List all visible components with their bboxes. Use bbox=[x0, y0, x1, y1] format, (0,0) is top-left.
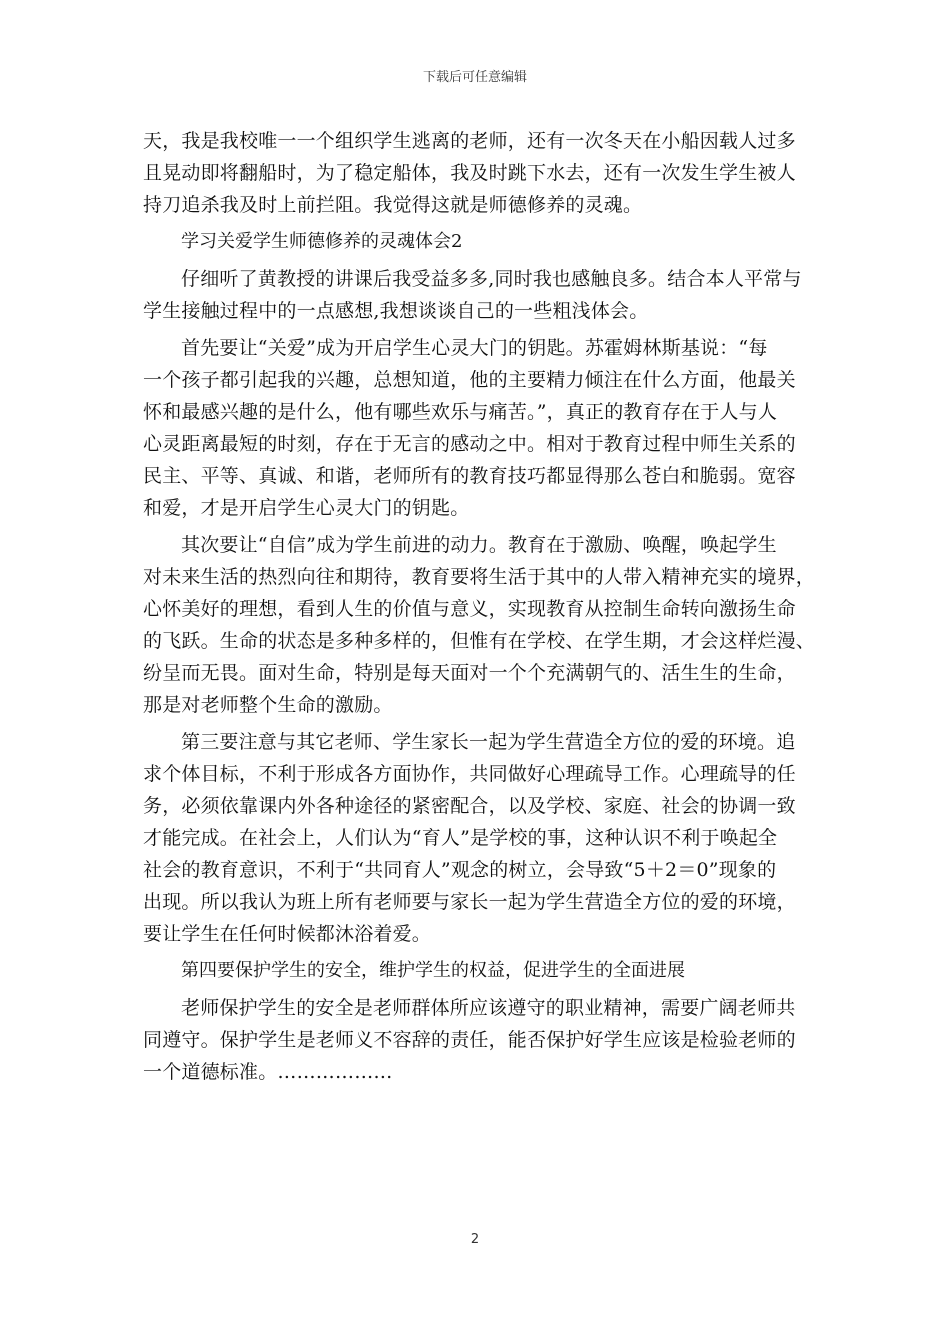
page-header: 下载后可任意编辑 bbox=[422, 70, 527, 85]
paragraph bbox=[143, 125, 813, 221]
paragraph bbox=[143, 263, 813, 327]
paragraph-line: 持刀追杀我及时上前拦阻。我觉得这就是师德修养的灵魂。 bbox=[143, 194, 643, 216]
paragraph-line: 怀和最感兴趣的是什么，他有哪些欢乐与痛苦。”，真正的教育存在于人与人 bbox=[143, 401, 778, 423]
paragraph-line: 和爱，才是开启学生心灵大门的钥匙。 bbox=[143, 497, 470, 519]
paragraph-line: 社会的教育意识，不利于“共同育人”观念的树立，会导致“5＋2＝0”现象的 bbox=[143, 859, 777, 881]
paragraph-line: 心怀美好的理想，看到人生的价值与意义，实现教育从控制生命转向激扬生命 bbox=[143, 598, 796, 620]
page-number: 2 bbox=[470, 1232, 480, 1247]
paragraph-line: 心灵距离最短的时刻，存在于无言的感动之中。相对于教育过程中师生关系的 bbox=[143, 433, 796, 455]
paragraph-line: 一个道德标准。……………… bbox=[143, 1061, 393, 1083]
document-body bbox=[143, 125, 816, 1093]
paragraph-line: 老师保护学生的安全是老师群体所应该遵守的职业精神，需要广阔老师共 bbox=[181, 997, 796, 1019]
paragraph-line: 同遵守。保护学生是老师义不容辞的责任，能否保护好学生应该是检验老师的 bbox=[143, 1029, 796, 1051]
paragraph-line: 第三要注意与其它老师、学生家长一起为学生营造全方位的爱的环境。追 bbox=[181, 731, 796, 753]
paragraph-line: 纷呈而无畏。面对生命，特别是每天面对一个个充满朝气的、活生生的生命， bbox=[143, 662, 796, 684]
paragraph bbox=[143, 332, 813, 524]
paragraph bbox=[143, 529, 816, 721]
paragraph-line: 天，我是我校唯一一个组织学生逃离的老师，还有一次冬天在小船因载人过多 bbox=[143, 130, 796, 152]
paragraph-line: 求个体目标，不利于形成各方面协作，共同做好心理疏导工作。心理疏导的任 bbox=[143, 763, 796, 785]
paragraph-line: 才能完成。在社会上，人们认为“育人”是学校的事，这种认识不利于唤起全 bbox=[143, 827, 778, 849]
paragraph-line: 学生接触过程中的一点感想,我想谈谈自己的一些粗浅体会。 bbox=[143, 300, 649, 322]
paragraph bbox=[143, 726, 813, 950]
heading-text: 学习关爱学生师德修养的灵魂体会2 bbox=[181, 231, 463, 252]
paragraph-line: 一个孩子都引起我的兴趣，总想知道，他的主要精力倾注在什么方面，他最关 bbox=[143, 369, 796, 391]
paragraph-line: 务，必须依靠课内外各种途径的紧密配合，以及学校、家庭、社会的协调一致 bbox=[143, 795, 796, 817]
section-heading bbox=[143, 226, 813, 258]
paragraph-line: 对未来生活的热烈向往和期待，教育要将生活于其中的人带入精神充实的境界， bbox=[143, 566, 816, 588]
paragraph-line: 仔细听了黄教授的讲课后我受益多多,同时我也感触良多。结合本人平常与 bbox=[181, 268, 802, 290]
paragraph-line: 其次要让“自信”成为学生前进的动力。教育在于激励、唤醒，唤起学生 bbox=[181, 534, 777, 556]
paragraph bbox=[143, 992, 813, 1088]
paragraph-line: 要让学生在任何时候都沐浴着爱。 bbox=[143, 923, 432, 945]
paragraph-line: 那是对老师整个生命的激励。 bbox=[143, 694, 393, 716]
paragraph-line: 的飞跃。生命的状态是多种多样的，但惟有在学校、在学生期，才会这样烂漫、 bbox=[143, 630, 816, 652]
section-heading bbox=[143, 955, 813, 987]
paragraph-line: 且晃动即将翻船时，为了稳定船体，我及时跳下水去，还有一次发生学生被人 bbox=[143, 162, 796, 184]
paragraph-line: 民主、平等、真诚、和谐，老师所有的教育技巧都显得那么苍白和脆弱。宽容 bbox=[143, 465, 796, 487]
paragraph-line: 首先要让“关爱”成为开启学生心灵大门的钥匙。苏霍姆林斯基说：“每 bbox=[181, 337, 768, 359]
heading-text: 第四要保护学生的安全，维护学生的权益，促进学生的全面进展 bbox=[181, 960, 685, 981]
paragraph-line: 出现。所以我认为班上所有老师要与家长一起为学生营造全方位的爱的环境， bbox=[143, 891, 796, 913]
